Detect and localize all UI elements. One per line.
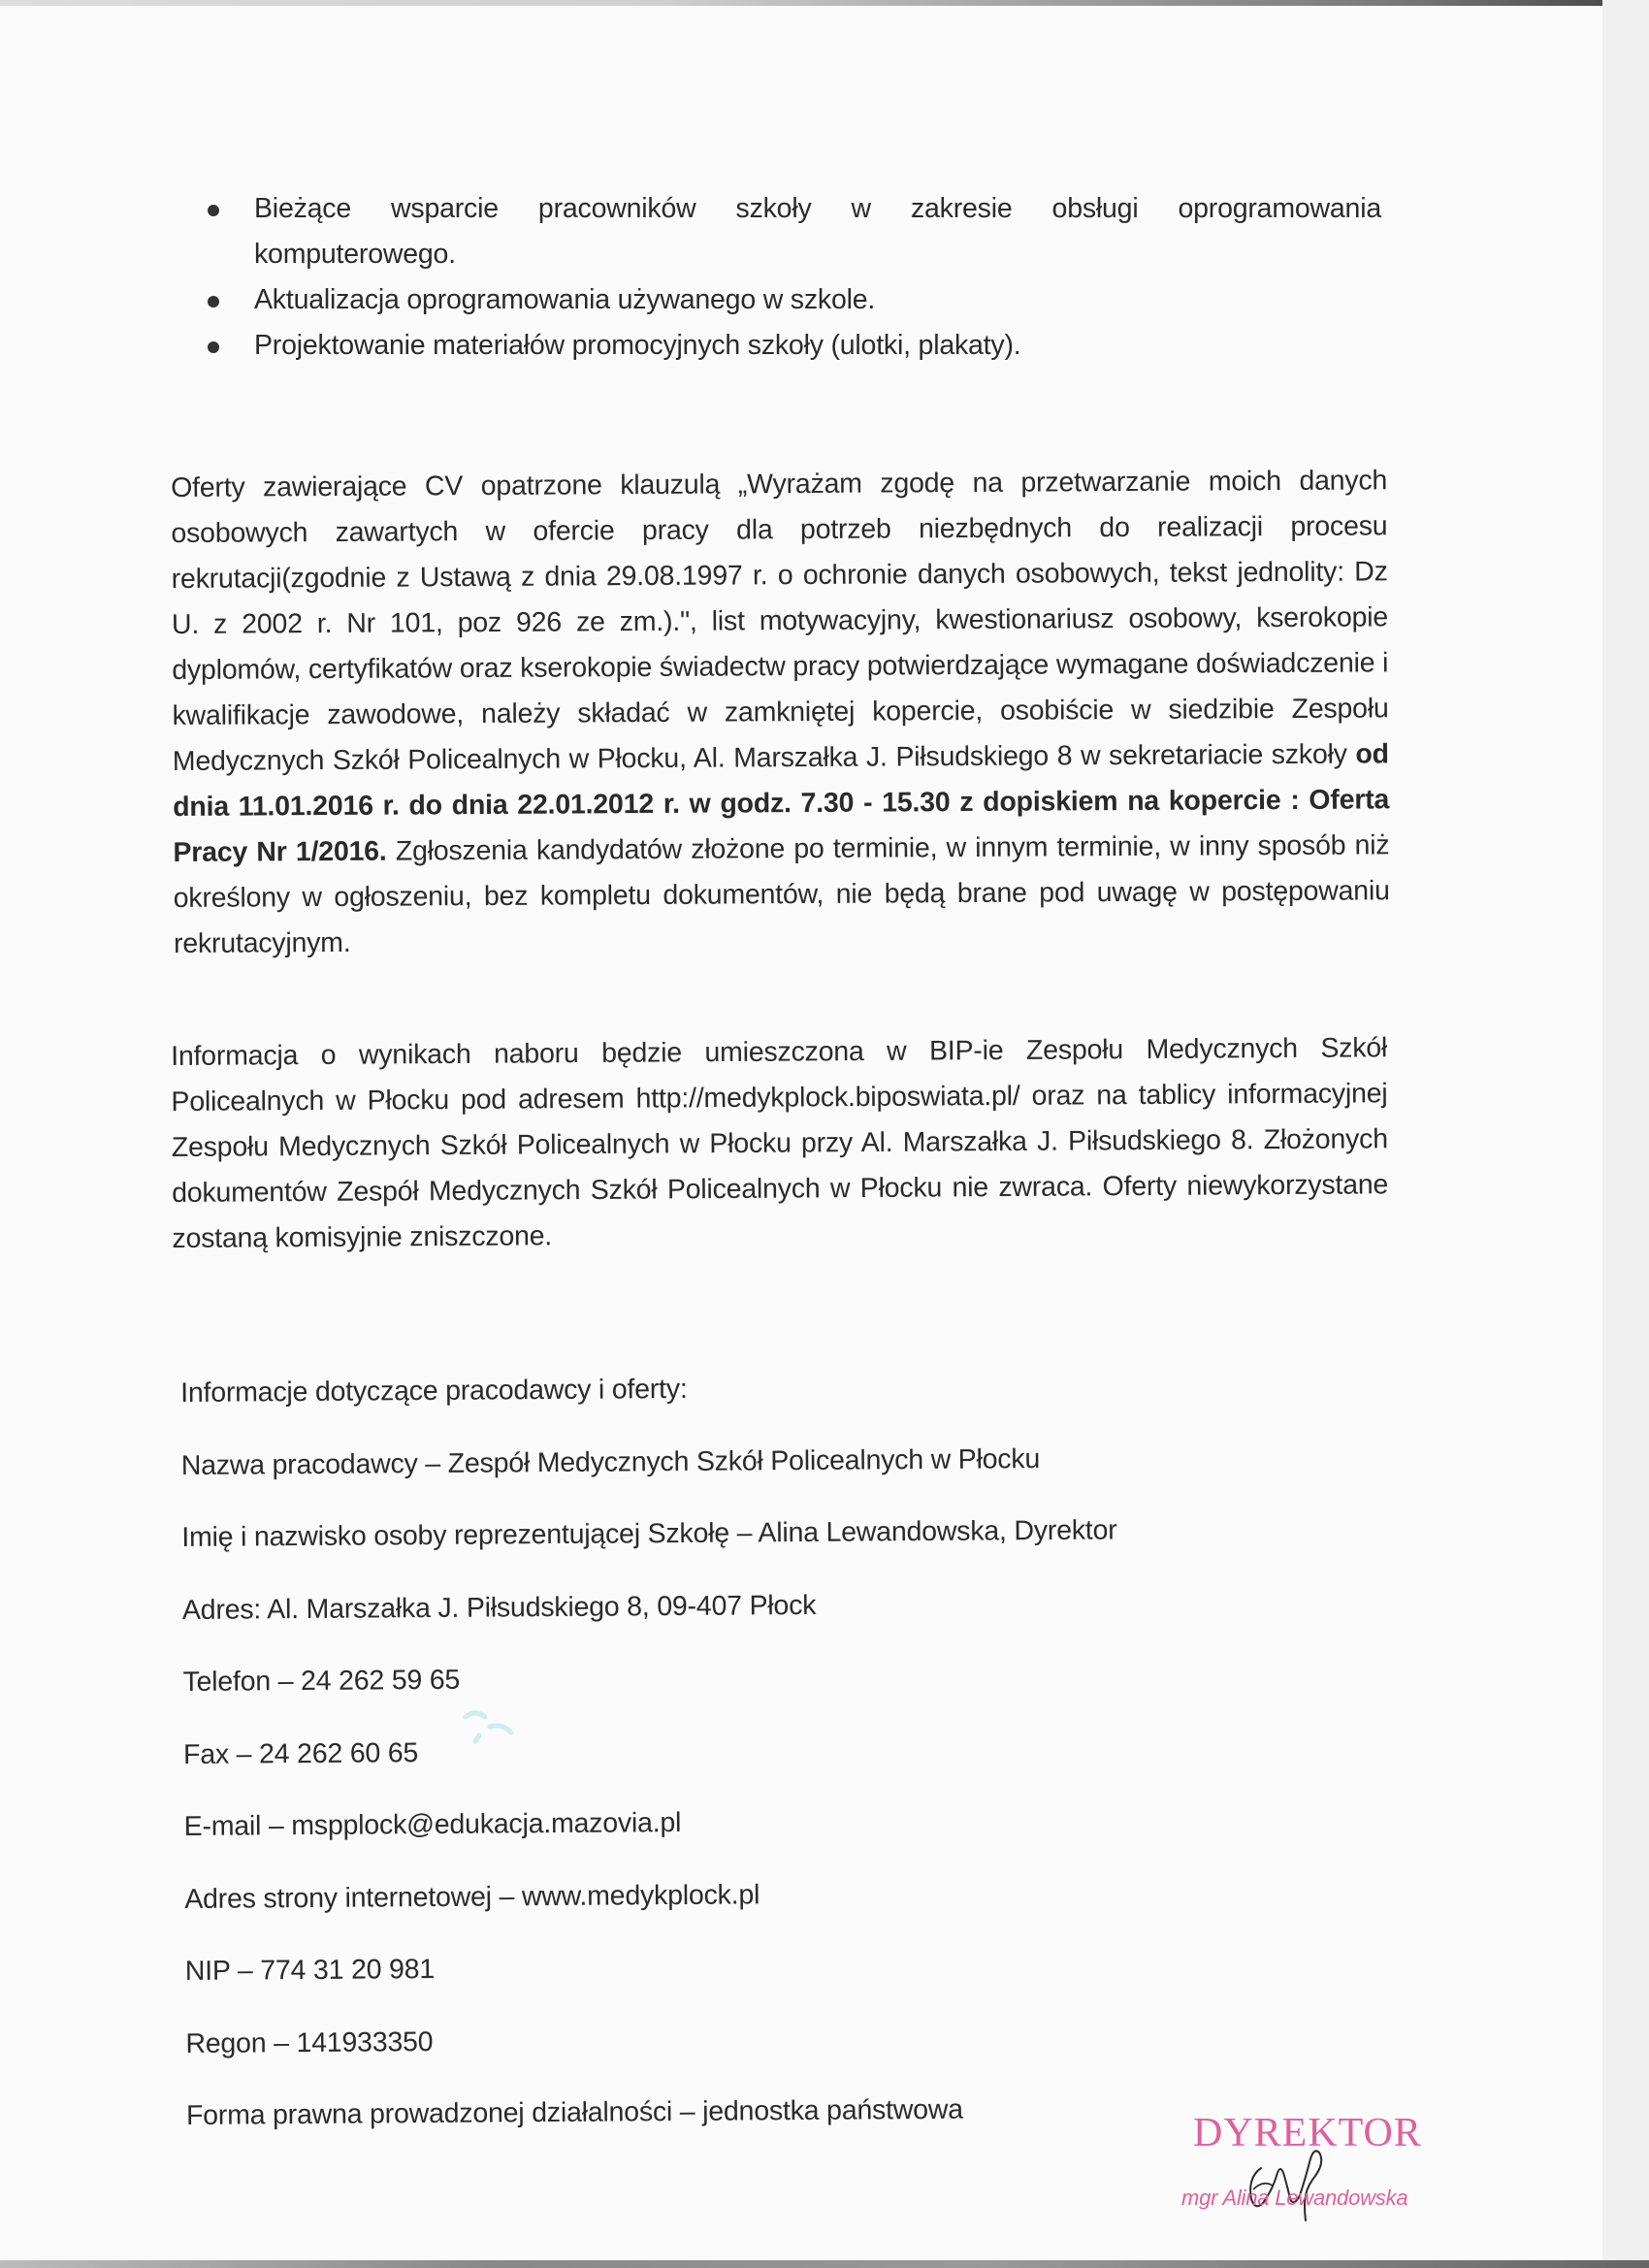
list-item-text-line2: komputerowego. (254, 239, 456, 270)
list-item-text: Aktualizacja oprogramowania używanego w szkole. (254, 284, 876, 315)
employer-info-heading: Informacje dotyczące pracodawcy i oferty: (180, 1373, 688, 1409)
duties-list (208, 186, 1381, 369)
nip-row: NIP – 774 31 20 981 (184, 1953, 436, 1987)
regon-row: Regon – 141933350 (185, 2025, 434, 2059)
offer-deadline-bold: od dnia 11.01.2016 r. do dnia 22.01.2012 r. w godz. 7.30 - 15.30 z dopiskiem na kopercie : Oferta Pracy Nr 1/2016. (173, 738, 1390, 868)
bullet-icon (208, 341, 219, 353)
legal-form-row: Forma prawna prowadzonej działalności – jednostka państwowa (185, 2093, 964, 2131)
ink-smudge (456, 1698, 534, 1756)
employer-info-section (180, 1365, 1253, 2168)
list-item-text-line1: Bieżące wsparcie pracowników szkoły w zakresie obsługi oprogramowania (254, 193, 1381, 224)
director-stamp (1174, 2110, 1484, 2226)
list-item-text: Projektowanie materiałów promocyjnych szkoły (ulotki, plakaty). (254, 330, 1021, 361)
website-row: Adres strony internetowej – www.medykplock.pl (184, 1878, 760, 1915)
fax-row: Fax – 24 262 60 65 (182, 1736, 419, 1770)
employer-name-row: Nazwa pracodawcy – Zespół Medycznych Szkół Policealnych w Płocku (180, 1442, 1041, 1481)
offer-submission-paragraph (171, 458, 1390, 967)
representative-row: Imię i nazwisko osoby reprezentującej Szkołę – Alina Lewandowska, Dyrektor (181, 1514, 1117, 1553)
results-paragraph: Informacja o wynikach naboru będzie umieszczona w BIP-ie Zespołu Medycznych Szkół Policealnych w Płocku pod adresem http://medykplock.biposwiata.pl/ oraz na tablicy informacyjnej Zespołu Medycznych Szkół Policealnych w Płocku przy Al. Marszałka J. Piłsudskiego 8. Złożonych dokumentów Zespół Medycznych Szkół Policealnych w Płocku nie zwraca. Oferty niewykorzystane zostaną komisyjnie zniszczone. (171, 1032, 1389, 1254)
offer-text: Oferty zawierające CV opatrzone klauzulą „Wyrażam zgodę na przetwarzanie moich danych osobowych zawartych w ofercie pracy dla potrzeb niezbędnych do realizacji procesu rekrutacji(zgodnie z Ustawą z dnia 29.08.1997 r. o ochronie danych osobowych, tekst jednolity: Dz U. z 2002 r. Nr 101, poz 926 ze zm.).", list motywacyjny, kwestionariusz osobowy, kserokopie dyplomów, certyfikatów oraz kserokopie świadectw pracy potwierdzające wymagane doświadczenie i kwalifikacje zawodowe, należy składać w zamkniętej kopercie, osobiście w siedzibie Zespołu Medycznych Szkół Policealnych w Płocku, Al. Marszałka J. Piłsudskiego 8 w sekretariacie szkoły (171, 465, 1389, 777)
stamp-signatory-name: mgr Alina Lewandowska (1181, 2186, 1408, 2210)
offer-conditions-text: Zgłoszenia kandydatów złożone po terminie, w innym terminie, w inny sposób niż określony w ogłoszeniu, bez kompletu dokumentów, nie będą brane pod uwagę w postępowaniu rekrutacyjnym. (173, 829, 1390, 959)
signature-icon (1232, 2139, 1348, 2226)
bullet-icon (208, 296, 219, 308)
list-item (208, 277, 1381, 323)
phone-row: Telefon – 24 262 59 65 (182, 1664, 461, 1698)
list-item-continuation (208, 232, 1381, 277)
stamp-title: DYREKTOR (1193, 2111, 1422, 2155)
email-row: E-mail – mspplock@edukacja.mazovia.pl (183, 1806, 682, 1842)
scan-bottom-edge (0, 2260, 1649, 2268)
list-item (208, 323, 1381, 369)
bullet-icon (208, 205, 219, 216)
list-item (208, 186, 1381, 232)
address-row: Adres: Al. Marszałka J. Piłsudskiego 8, 09-407 Płock (181, 1589, 817, 1626)
